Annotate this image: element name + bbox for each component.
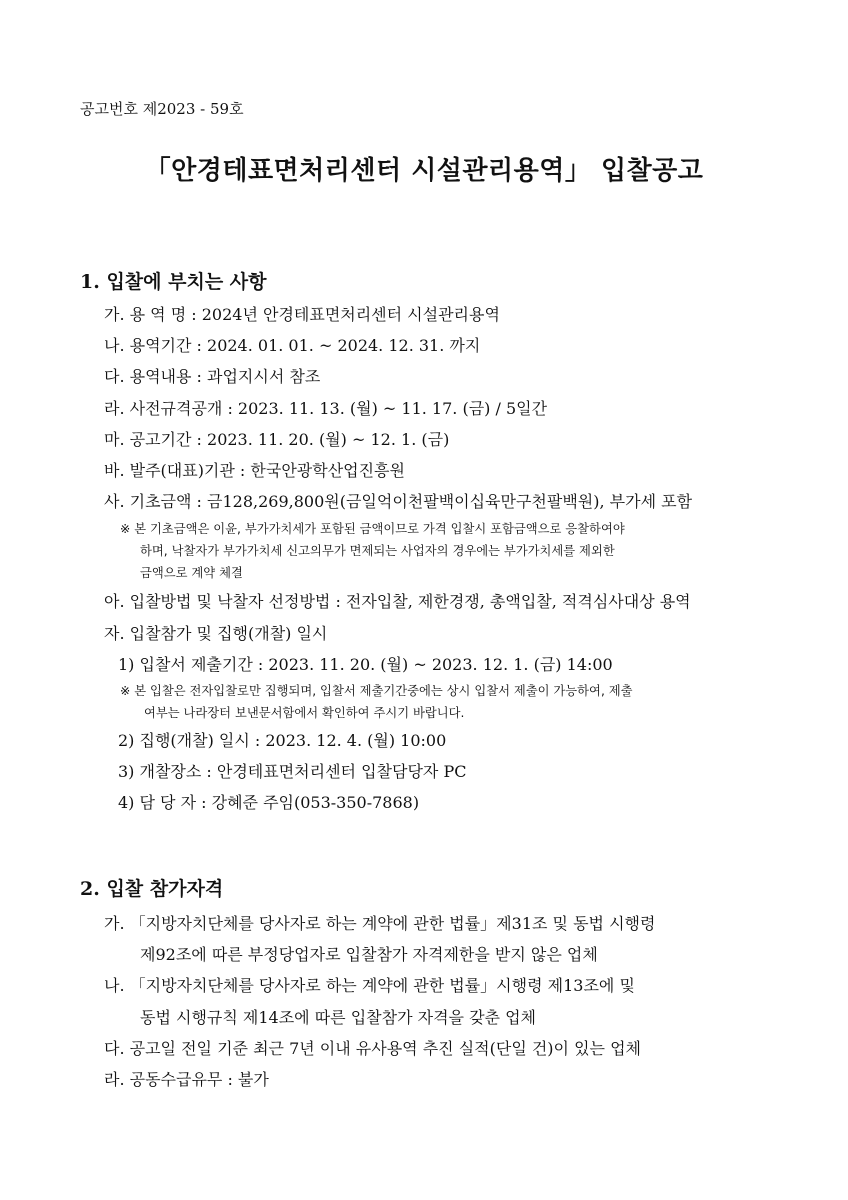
item-service-name: 가. 용 역 명 : 2024년 안경테표면처리센터 시설관리용역 (104, 305, 500, 324)
schedule-submission: 1) 입찰서 제출기간 : 2023. 11. 20. (월) ~ 2023. 12. 1. (금) 14:00 (118, 654, 613, 674)
note-base-price (120, 518, 848, 584)
section-bid-items (0, 265, 848, 818)
item-service-content: 다. 용역내용 : 과업지시서 참조 (104, 367, 321, 387)
item-bid-method: 아. 입찰방법 및 낙찰자 선정방법 : 전자입찰, 제한경쟁, 총액입찰, 적격심사대상 용역 (104, 592, 691, 612)
item-base-price: 사. 기초금액 : 금128,269,800원(금일억이천팔백이십육만구천팔백원), 부가세 포함 (104, 492, 693, 512)
schedule-location: 3) 개찰장소 : 안경테표면처리센터 입찰담당자 PC (118, 762, 467, 782)
note-line: ※ 본 기초금액은 이윤, 부가가치세가 포함된 금액이므로 가격 입찰시 포함금액으로 응찰하여야 (120, 522, 625, 537)
note-line: 금액으로 계약 체결 (140, 566, 243, 581)
item-notice-period: 마. 공고기간 : 2023. 11. 20. (월) ~ 12. 1. (금) (104, 429, 450, 449)
item-ordering-agency: 바. 발주(대표)기관 : 한국안광학산업진흥원 (104, 460, 405, 480)
qualification-ga: 가. 「지방자치단체를 당사자로 하는 계약에 관한 법률」제31조 및 동법 시행령 (104, 914, 656, 933)
note-line: 하며, 낙찰자가 부가가치세 신고의무가 면제되는 사업자의 경우에는 부가가치세를 제외한 (140, 544, 615, 559)
section-qualifications (0, 872, 848, 1095)
qualification-da: 다. 공고일 전일 기준 최근 7년 이내 유사용역 추진 실적(단일 건)이 있는 업체 (104, 1038, 642, 1058)
note-submission (120, 680, 848, 724)
section-heading: 1. 입찰에 부치는 사항 (80, 271, 267, 293)
section-heading: 2. 입찰 참가자격 (80, 878, 224, 900)
notice-number: 공고번호 제2023 - 59호 (80, 100, 244, 118)
note-line: 여부는 나라장터 보낸문서함에서 확인하여 주시기 바랍니다. (144, 705, 465, 720)
item-bid-schedule: 자. 입찰참가 및 집행(개찰) 일시 (104, 623, 328, 643)
item-pre-spec: 라. 사전규격공개 : 2023. 11. 13. (월) ~ 11. 17. (금) / 5일간 (104, 398, 548, 418)
qualification-na-cont: 동법 시행규칙 제14조에 따른 입찰참가 자격을 갖춘 업체 (140, 1007, 536, 1027)
schedule-contact: 4) 담 당 자 : 강혜준 주임(053-350-7868) (118, 793, 420, 813)
page-title: 「안경테표면처리센터 시설관리용역」 입찰공고 (144, 156, 704, 186)
qualification-ga-cont: 제92조에 따른 부정당업자로 입찰참가 자격제한을 받지 않은 업체 (140, 945, 598, 965)
qualification-na: 나. 「지방자치단체를 당사자로 하는 계약에 관한 법률」시행령 제13조에 및 (104, 976, 635, 996)
note-line: ※ 본 입찰은 전자입찰로만 집행되며, 입찰서 제출기간중에는 상시 입찰서 제출이 가능하여, 제출 (120, 683, 633, 698)
item-service-period: 나. 용역기간 : 2024. 01. 01. ~ 2024. 12. 31. 까지 (104, 336, 481, 356)
qualification-ra: 라. 공동수급유무 : 불가 (104, 1069, 269, 1089)
schedule-opening: 2) 집행(개찰) 일시 : 2023. 12. 4. (월) 10:00 (118, 730, 447, 750)
